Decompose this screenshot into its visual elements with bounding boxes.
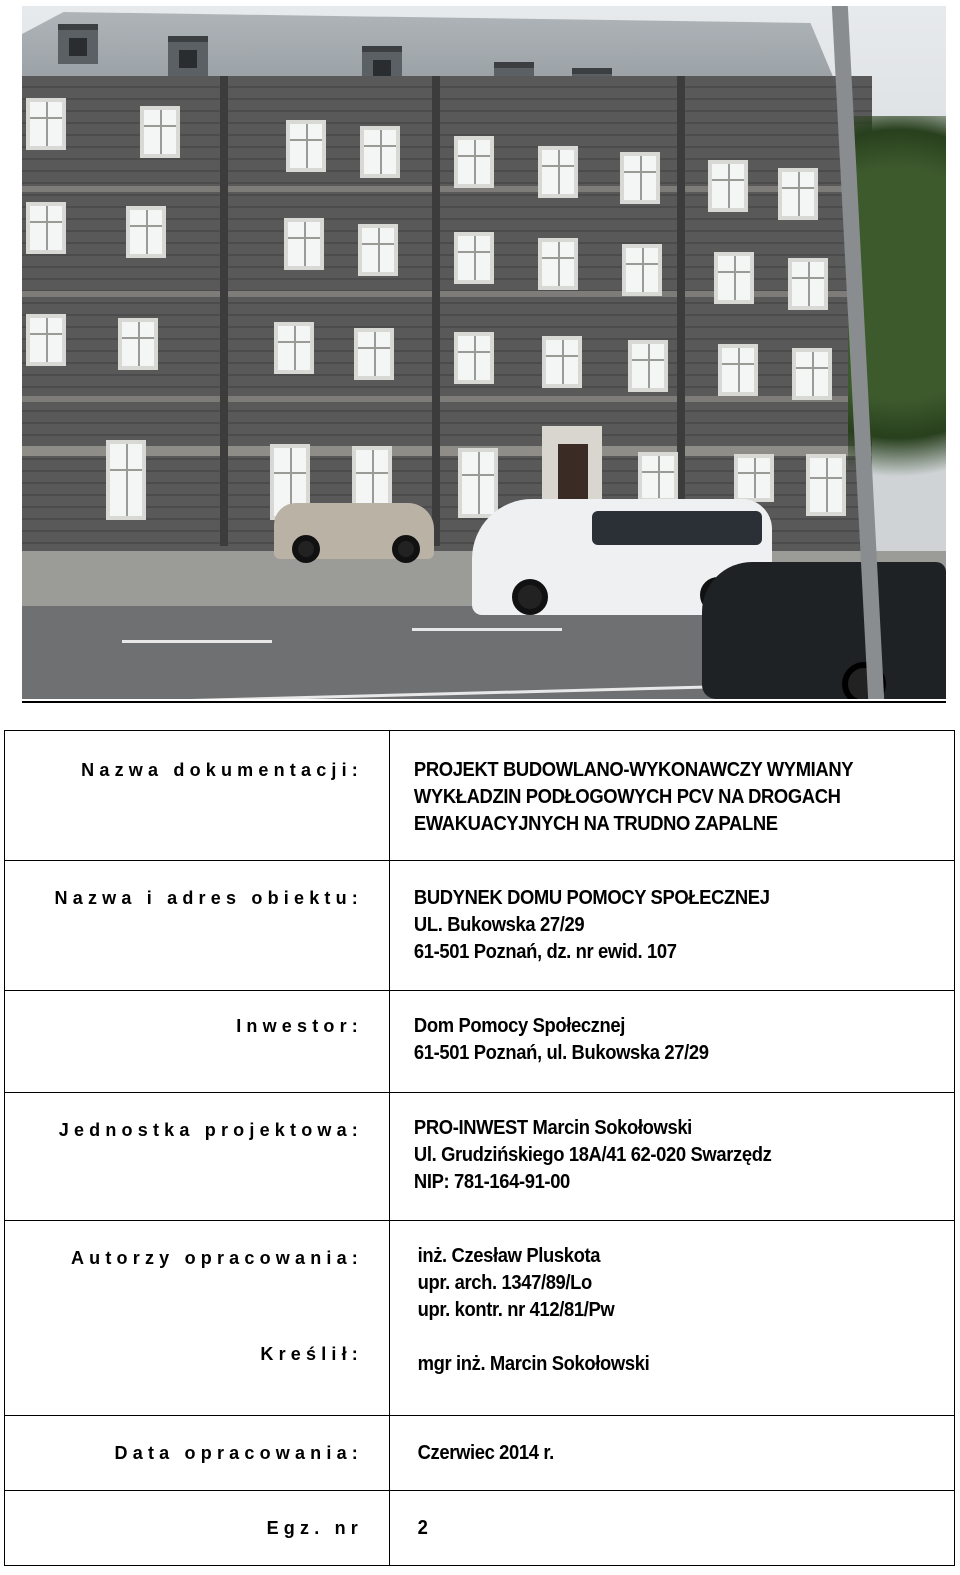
row-documentation-name <box>5 731 955 861</box>
window <box>358 224 398 276</box>
dormer-window <box>168 36 208 76</box>
window <box>360 126 400 178</box>
window <box>538 146 578 198</box>
window <box>354 328 394 380</box>
window <box>628 340 668 392</box>
window <box>26 98 66 150</box>
row-investor <box>5 991 955 1093</box>
window <box>274 322 314 374</box>
investor-value: Dom Pomocy Społecznej 61-501 Poznań, ul. Bukowska 27/29 <box>413 1015 709 1064</box>
authors-value: inż. Czesław Pluskota upr. arch. 1347/89/Lo upr. kontr. nr 412/81/Pw mgr inż. Marcin Sokołowski <box>390 1243 909 1378</box>
window <box>458 448 498 518</box>
copy-number-value: 2 <box>417 1517 428 1539</box>
drawn-by-label: Kreślił: <box>260 1344 363 1364</box>
row-date <box>5 1416 955 1491</box>
dormer-window <box>58 24 98 64</box>
window <box>778 168 818 220</box>
window <box>788 258 828 310</box>
copy-number-label: Egz. nr <box>266 1518 363 1538</box>
window <box>620 152 660 204</box>
row-copy-number <box>5 1491 955 1566</box>
window <box>454 136 494 188</box>
row-object <box>5 861 955 991</box>
window <box>542 336 582 388</box>
object-value: BUDYNEK DOMU POMOCY SPOŁECZNEJ UL. Bukowska 27/29 61-501 Poznań, dz. nr ewid. 107 <box>413 887 770 963</box>
window <box>708 160 748 212</box>
window <box>714 252 754 304</box>
dark-car <box>702 562 946 699</box>
date-label: Data opracowania: <box>114 1443 363 1463</box>
photo-divider <box>22 701 946 703</box>
object-label: Nazwa i adres obiektu: <box>54 888 363 908</box>
window <box>106 440 146 520</box>
drawn-by-value: mgr inż. Marcin Sokołowski <box>417 1353 650 1375</box>
parked-car <box>274 503 434 559</box>
window <box>622 244 662 296</box>
row-authors <box>5 1221 955 1416</box>
window <box>26 314 66 366</box>
window <box>126 206 166 258</box>
investor-label: Inwestor: <box>236 1016 363 1036</box>
documentation-name-label: Nazwa dokumentacji: <box>81 760 363 780</box>
window <box>806 454 846 516</box>
window <box>284 218 324 270</box>
window <box>718 344 758 396</box>
window <box>538 238 578 290</box>
design-unit-value: PRO-INWEST Marcin Sokołowski Ul. Grudzińskiego 18A/41 62-020 Swarzędz NIP: 781-164-91-00 <box>413 1117 772 1193</box>
window <box>454 332 494 384</box>
window <box>638 452 678 502</box>
documentation-name-value: PROJEKT BUDOWLANO-WYKONAWCZY WYMIANY WYKŁADZIN PODŁOGOWYCH PCV NA DROGACH EWAKUACYJNYCH NA TRUDNO ZAPALNE <box>413 759 854 835</box>
window <box>734 454 774 502</box>
window <box>26 202 66 254</box>
date-value: Czerwiec 2014 r. <box>417 1442 554 1464</box>
window <box>140 106 180 158</box>
authors-label: Autorzy opracowania: <box>70 1248 363 1268</box>
title-block-table <box>4 730 955 1566</box>
window <box>454 232 494 284</box>
window <box>118 318 158 370</box>
building-photo <box>22 6 946 699</box>
row-design-unit <box>5 1093 955 1221</box>
design-unit-label: Jednostka projektowa: <box>58 1120 363 1140</box>
window <box>286 120 326 172</box>
window <box>792 348 832 400</box>
